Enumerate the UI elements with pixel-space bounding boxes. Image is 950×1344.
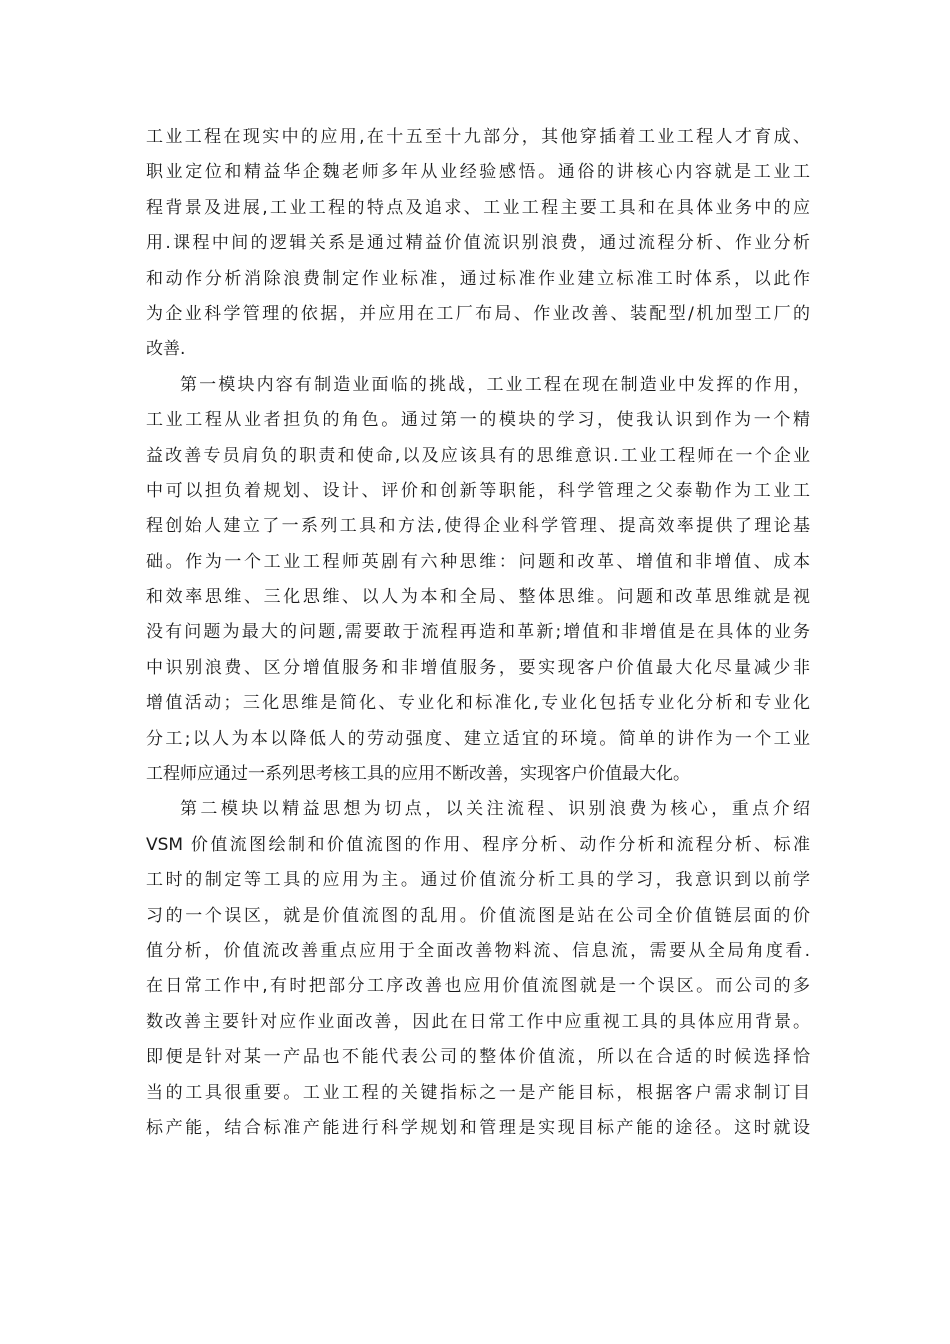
paragraph-2 [146,368,810,793]
text-line: 第一模块内容有制造业面临的挑战，工业工程在现在制造业中发挥的作用， [180,374,810,395]
text-line: 程创始人建立了一系列工具和方法,使得企业科学管理、提高效率提供了理论基 [146,516,810,537]
text-line: 和效率思维、三化思维、以人为本和全局、整体思维。问题和改革思维就是视 [146,587,810,608]
text-line: 础。作为一个工业工程师英剧有六种思维：问题和改革、增值和非增值、成本 [146,551,810,572]
text-line: 工业工程在现实中的应用,在十五至十九部分，其他穿插着工业工程人才育成、 [146,127,810,147]
text-line: 改善. [146,339,186,360]
text-line: 数改善主要针对应作业面改善，因此在日常工作中应重视工具的具体应用背景。 [146,1011,810,1032]
text-line: 标产能，结合标准产能进行科学规划和管理是实现目标产能的途径。这时就设 [146,1117,810,1138]
text-line: 和动作分析消除浪费制定作业标准，通过标准作业建立标准工时体系，以此作 [146,268,810,289]
text-line: 用.课程中间的逻辑关系是通过精益价值流识别浪费，通过流程分析、作业分析 [146,233,810,254]
text-line: 增值活动；三化思维是简化、专业化和标准化,专业化包括专业化分析和专业化 [146,693,810,714]
text-line: 当的工具很重要。工业工程的关键指标之一是产能目标，根据客户需求制订目 [146,1082,810,1103]
body-text [146,120,810,1146]
text-line: 工业工程从业者担负的角色。通过第一的模块的学习，使我认识到作为一个精 [146,410,810,431]
text-line: 中可以担负着规划、设计、评价和创新等职能，科学管理之父泰勒作为工业工 [146,480,810,501]
text-line: 分工;以人为本以降低人的劳动强度、建立适宜的环境。简单的讲作为一个工业 [146,728,810,749]
text-line: 没有问题为最大的问题,需要敢于流程再造和革新;增值和非增值是在具体的业务 [146,622,810,643]
text-line: 程背景及进展,工业工程的特点及追求、工业工程主要工具和在具体业务中的应 [146,197,810,218]
paragraph-3 [146,792,810,1146]
text-line: 即便是针对某一产品也不能代表公司的整体价值流，所以在合适的时候选择恰 [146,1047,810,1068]
text-line: 工程师应通过一系列思考核工具的应用不断改善，实现客户价值最大化。 [146,764,690,785]
text-line: 值分析，价值流改善重点应用于全面改善物料流、信息流，需要从全局角度看. [146,940,810,961]
text-line: 第二模块以精益思想为切点，以关注流程、识别浪费为核心，重点介绍 [180,799,810,820]
text-line: 职业定位和精益华企魏老师多年从业经验感悟。通俗的讲核心内容就是工业工 [146,162,810,183]
text-line: VSM 价值流图绘制和价值流图的作用、程序分析、动作分析和流程分析、标准 [146,834,810,855]
text-line: 习的一个误区，就是价值流图的乱用。价值流图是站在公司全价值链层面的价 [146,905,810,926]
text-line: 工时的制定等工具的应用为主。通过价值流分析工具的学习，我意识到以前学 [146,870,810,891]
paragraph-1 [146,120,810,368]
text-line: 中识别浪费、区分增值服务和非增值服务，要实现客户价值最大化尽量减少非 [146,657,810,678]
text-line: 在日常工作中,有时把部分工序改善也应用价值流图就是一个误区。而公司的多 [146,976,810,997]
text-line: 为企业科学管理的依据，并应用在工厂布局、作业改善、装配型/机加型工厂的 [146,303,810,324]
text-line: 益改善专员肩负的职责和使命,以及应该具有的思维意识.工业工程师在一个企业 [146,445,810,466]
